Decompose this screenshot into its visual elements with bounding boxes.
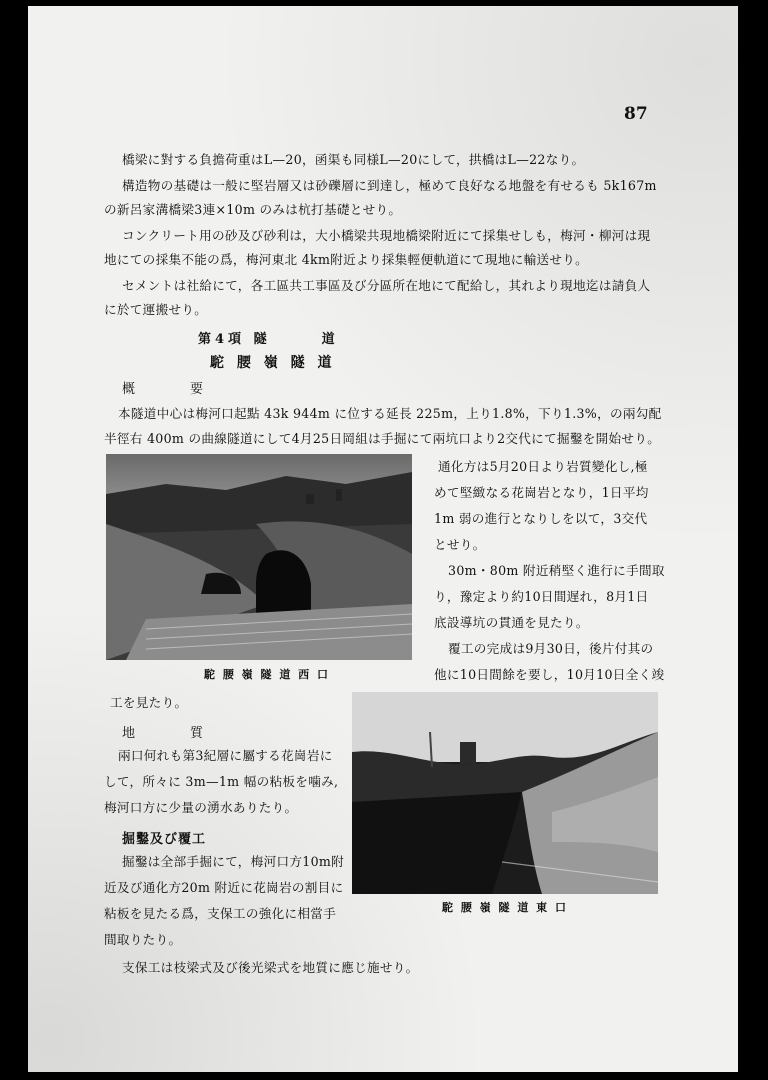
paragraph-foundation-line1: 構造物の基礎は一般に堅岩層又は砂礫層に到達し，極めて良好なる地盤を有せるも 5k167m <box>122 178 657 193</box>
excavation-line4: 間取りたり。 <box>104 932 182 947</box>
photo-east-portal <box>352 692 658 894</box>
photo-west-portal <box>106 454 412 660</box>
overview-end-line: 工を見たり。 <box>110 695 188 710</box>
excavation-heading: 掘鑿及び覆工 <box>122 832 207 847</box>
overview-right-line6: り，豫定より約10日間遅れ，8月1日 <box>434 589 649 604</box>
paragraph-gravel-line2: 地にての採集不能の爲，梅河東北 4km附近より採集輕便軌道にて現地に輸送せり。 <box>104 252 589 267</box>
overview-right-line5: 30m・80m 附近稍堅く進行に手間取 <box>448 563 665 578</box>
photo-east-portal-caption: 駝 腰 嶺 隧 道 東 口 <box>442 901 568 914</box>
overview-right-line9: 他に10日間餘を要し，10月10日全く竣 <box>434 667 665 682</box>
overview-right-line8: 覆工の完成は9月30日，後片付其の <box>448 641 654 656</box>
excavation-line3: 粘板を見たる爲，支保工の強化に相當手 <box>104 906 337 921</box>
overview-right-line3: 1m 弱の進行となりしを以て，3交代 <box>434 511 648 526</box>
paragraph-cement-line1: セメントは社給にて，各工區共工事區及び分區所在地にて配給し，其れより現地迄は請負人 <box>122 278 651 293</box>
overview-heading: 概 要 <box>122 382 208 397</box>
overview-line2: 半徑右 400m の曲線隧道にして4月25日岡組は手掘にて兩坑口より2交代にて掘鑿を開始せり。 <box>104 431 661 446</box>
overview-right-line4: とせり。 <box>434 537 486 552</box>
page-number: 87 <box>624 104 648 124</box>
overview-right-line7: 底設導坑の貫通を見たり。 <box>434 615 589 630</box>
overview-line1: 本隧道中心は梅河口起點 43k 944m に位する延長 225m，上り1.8%，下り1.3%，の兩勾配 <box>118 406 662 421</box>
paragraph-gravel-line1: コンクリート用の砂及び砂利は，大小橋梁共現地橋梁附近にて採集せしも，梅河・柳河は現 <box>122 228 651 243</box>
photo-west-portal-caption: 駝 腰 嶺 隧 道 西 口 <box>204 668 330 681</box>
document-page <box>28 6 738 1072</box>
final-line: 支保工は枝梁式及び後光梁式を地質に應じ施せり。 <box>122 960 419 975</box>
paragraph-cement-line2: に於て運搬せり。 <box>104 302 208 317</box>
geology-line3: 梅河口方に少量の湧水ありたり。 <box>104 800 298 815</box>
geology-heading: 地 質 <box>122 726 208 741</box>
overview-right-line2: めて堅緻なる花崗岩となり，1日平均 <box>434 485 649 500</box>
paragraph-foundation-line2: の新呂家溝橋梁3連×10m のみは杭打基礎とせり。 <box>104 202 402 217</box>
geology-line1: 兩口何れも第3紀層に屬する花崗岩に <box>118 748 333 763</box>
tunnel-heading: 駝 腰 嶺 隧 道 <box>210 355 336 371</box>
excavation-line2: 近及び通化方20m 附近に花崗岩の割目に <box>104 880 344 895</box>
excavation-line1: 掘鑿は全部手掘にて，梅河口方10m附 <box>122 854 345 869</box>
geology-line2: して，所々に 3m—1m 幅の粘板を噛み, <box>104 774 339 789</box>
overview-right-line1: 通化方は5月20日より岩質變化し,極 <box>438 459 648 474</box>
paragraph-load: 橋梁に對する負擔荷重はL—20，函渠も同様L—20にして，拱橋はL—22なり。 <box>122 152 585 167</box>
section-heading: 第4項 隧 道 <box>198 332 339 347</box>
